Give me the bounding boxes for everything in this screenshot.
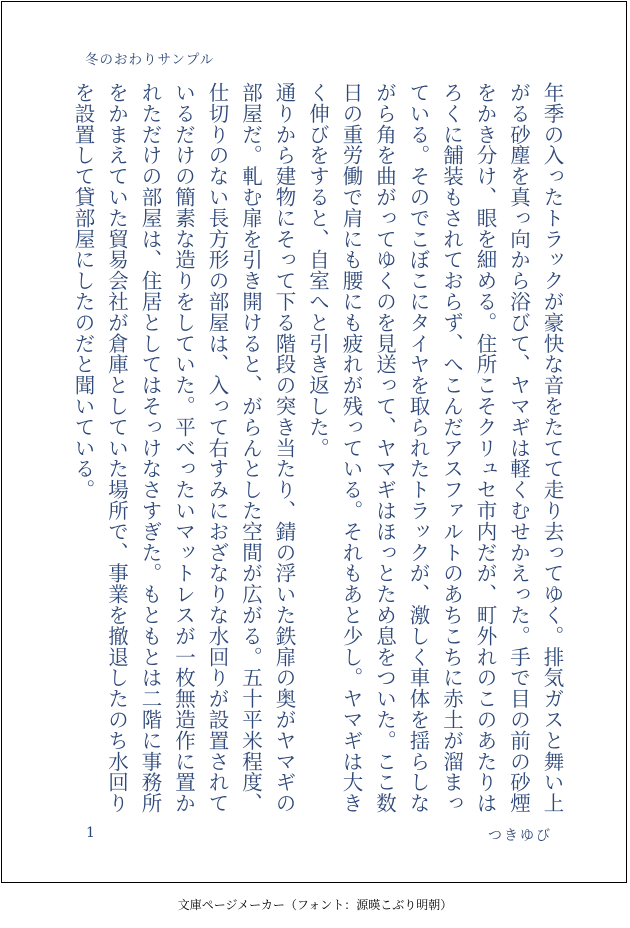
paragraph: 年季の入ったトラックが豪快な音をたてて走り去ってゆく。排気ガスと舞い上がる砂塵を真っ向から浴びて、ヤマギは軽くむせかえった。手で目の前の砂煙をかき分け、眼を細める。住所こそクリュセ市内だが、町外れのこのあたりはろくに舗装もされておらず、へこんだアスファルトのあちこちに赤土が溜まっている。そのでこぼこにタイヤを取られたトラックが、激しく車体を揺らしながら角を曲がってゆくのを見送って、ヤマギはほっとため息をついた。ここ数日の重労働で肩にも腰にも疲れが残っている。それもあと少し。ヤマギは大きく伸びをすると、自室へと引き返した。 xyxy=(305,82,564,814)
generator-credit: 文庫ページメーカー（フォント：源暎こぶり明朝） xyxy=(177,898,453,912)
book-page xyxy=(1,1,627,883)
paragraph: 通りから建物にそって下る階段の突き当たり、錆の浮いた鉄扉の奥がヤマギの部屋だ。軋む扉を引き開けると、がらんとした空間が広がる。五十平米程度、仕切りのない長方形の部屋は、入って右すみにおざなりな水回りが設置されているだけの簡素な造りをしていた。平べったいマットレスが一枚無造作に置かれただけの部屋は、住居としてはそっけなさすぎた。もともとは二階に事務所をかまえていた貿易会社が倉庫としていた場所で、事業を撤退したのち水回りを設置して貸部屋にしたのだと聞いている。 xyxy=(71,82,296,814)
vertical-body-text xyxy=(66,82,569,817)
author-name: つきゆび xyxy=(488,828,552,844)
running-header-title: 冬のおわりサンプル xyxy=(85,52,215,68)
page-number: 1 xyxy=(86,825,95,841)
